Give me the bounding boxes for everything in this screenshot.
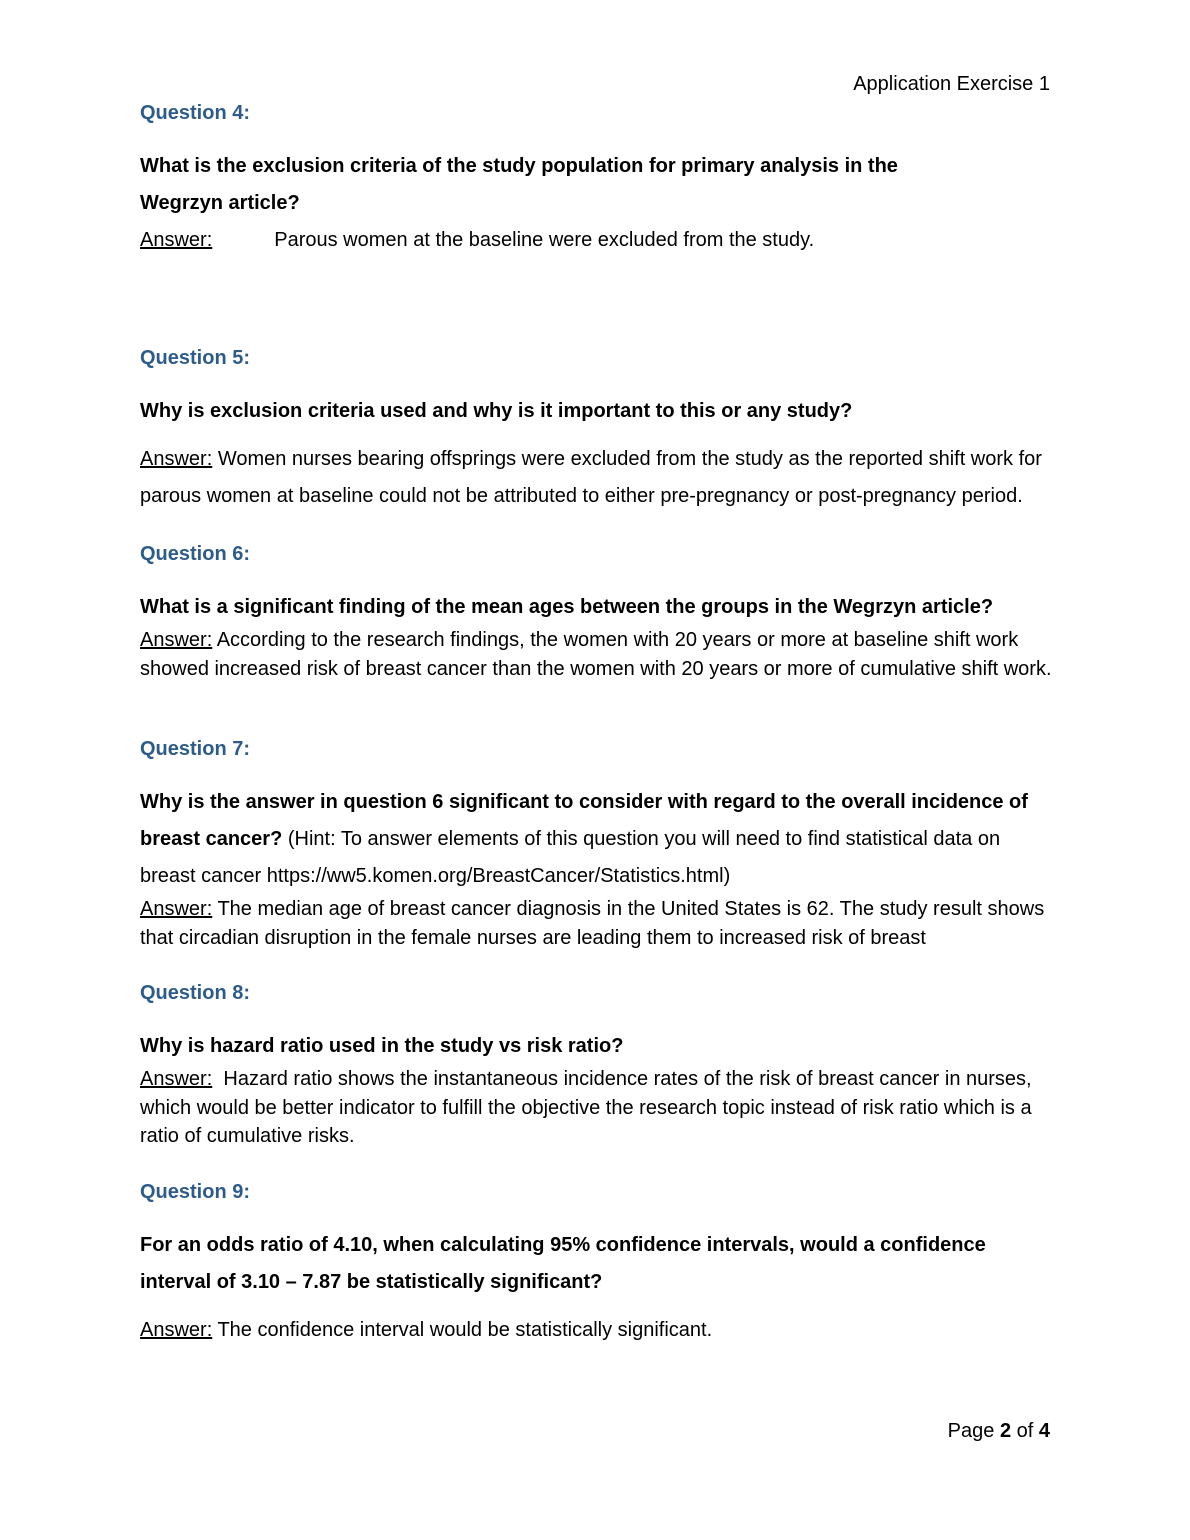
question-heading: Question 4: — [140, 102, 251, 124]
question-9 — [140, 1179, 1055, 1349]
question-heading: Question 7: — [140, 738, 251, 760]
answer — [140, 222, 1055, 259]
answer — [140, 441, 1055, 515]
question-7 — [140, 736, 1055, 952]
question-8 — [140, 980, 1055, 1151]
answer-text: According to the research findings, the women with 20 years or more at baseline shift work showed increased risk of breast cancer than the women with 20 years or more of cumulative shift work. — [140, 629, 1052, 680]
answer-text: Women nurses bearing offsprings were excluded from the study as the reported shift work for parous women at baseline could not be attributed to either pre-pregnancy or post-pregnancy period. — [140, 448, 1042, 507]
page-content — [140, 100, 1055, 1349]
answer-label: Answer: — [140, 229, 213, 251]
question-heading: Question 5: — [140, 347, 251, 369]
page-footer — [948, 1417, 1050, 1445]
answer-text: Parous women at the baseline were excluded from the study. — [274, 229, 815, 251]
question-heading: Question 6: — [140, 543, 251, 565]
question-6 — [140, 541, 1055, 683]
answer-label: Answer: — [140, 1068, 213, 1090]
question-text — [140, 784, 1055, 895]
answer — [140, 626, 1055, 683]
header-title: Application Exercise 1 — [853, 73, 1050, 95]
answer-label: Answer: — [140, 1318, 213, 1341]
of-word: of — [1016, 1420, 1034, 1442]
answer — [140, 1065, 1055, 1151]
question-heading: Question 9: — [140, 1180, 251, 1203]
answer-label: Answer: — [140, 448, 213, 470]
question-text: For an odds ratio of 4.10, when calculating 95% confidence intervals, would a confidence interval of 3.10 – 7.87 be statistically significant? — [140, 1233, 986, 1293]
page-total: 4 — [1038, 1420, 1050, 1442]
question-hint: (Hint: To answer elements of this question you will need to find statistical data on breast cancer https://ww5.komen.org/BreastCancer/Statistics.html) — [140, 828, 1001, 887]
question-text: What is a significant finding of the mean ages between the groups in the Wegrzyn article? — [140, 596, 994, 618]
question-text: Why is hazard ratio used in the study vs risk ratio? — [140, 1035, 624, 1057]
answer-label: Answer: — [140, 629, 213, 651]
question-text: What is the exclusion criteria of the study population for primary analysis in the Wegrzyn article? — [140, 155, 898, 214]
question-4 — [140, 100, 1055, 259]
answer-text: Hazard ratio shows the instantaneous incidence rates of the risk of breast cancer in nurses, which would be better indicator to fulfill the objective the research topic instead of risk ratio which is a ratio of cumulative risks. — [140, 1068, 1032, 1147]
answer — [140, 1312, 1055, 1349]
answer — [140, 895, 1055, 952]
answer-text: The median age of breast cancer diagnosis in the United States is 62. The study result shows that circadian disruption in the female nurses are leading them to increased risk of breast — [140, 898, 1045, 949]
answer-label: Answer: — [140, 898, 213, 920]
answer-text: The confidence interval would be statistically significant. — [217, 1318, 713, 1341]
question-text-main: Why is the answer in question 6 significant to consider with regard to the overall incidence of breast cancer? — [140, 791, 1028, 850]
question-text: Why is exclusion criteria used and why is it important to this or any study? — [140, 400, 853, 422]
question-5 — [140, 345, 1055, 515]
page-word: Page — [947, 1420, 995, 1442]
page-number: 2 — [999, 1420, 1012, 1442]
question-heading: Question 8: — [140, 982, 251, 1004]
